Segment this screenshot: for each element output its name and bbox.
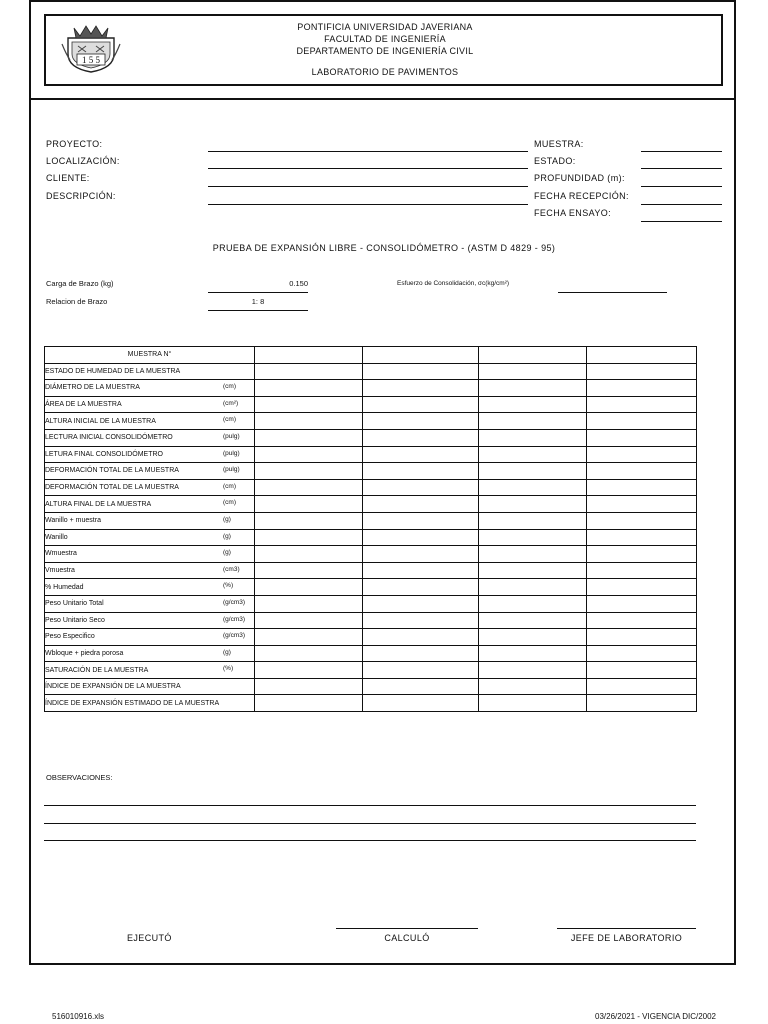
table-cell[interactable] (363, 629, 479, 646)
relacion-value: 1: 8 (251, 297, 265, 306)
field-label-profundidad: PROFUNDIDAD (m): (534, 173, 625, 183)
table-cell[interactable] (587, 695, 697, 712)
row-label-text: Wbloque + piedra porosa (45, 649, 124, 657)
row-label-text: LETURA FINAL CONSOLIDÓMETRO (45, 450, 163, 458)
table-cell[interactable] (587, 645, 697, 662)
table-cell[interactable] (255, 695, 363, 712)
table-cell[interactable] (363, 363, 479, 380)
table-cell[interactable] (255, 347, 363, 364)
table-row (45, 678, 697, 695)
table-cell[interactable] (363, 662, 479, 679)
table-cell[interactable] (363, 529, 479, 546)
table-row-label (45, 396, 255, 413)
field-line-descripcion[interactable] (208, 204, 528, 205)
table-cell[interactable] (255, 529, 363, 546)
table-cell[interactable] (587, 413, 697, 430)
table-cell[interactable] (587, 347, 697, 364)
row-label-text: ALTURA FINAL DE LA MUESTRA (45, 500, 152, 508)
table-cell[interactable] (479, 645, 587, 662)
table-row (45, 595, 697, 612)
table-row (45, 479, 697, 496)
table-cell[interactable] (587, 496, 697, 513)
row-unit: (g/cm3) (223, 598, 246, 606)
table-row-label (45, 579, 255, 596)
table-cell[interactable] (255, 645, 363, 662)
table-cell[interactable] (255, 396, 363, 413)
signature-line-calculo[interactable] (336, 928, 478, 929)
signature-calculo: CALCULÓ (384, 933, 430, 943)
table-cell[interactable] (587, 529, 697, 546)
table-header-muestra: MUESTRA N° (45, 347, 255, 364)
signature-ejecuto: EJECUTÓ (127, 933, 172, 943)
field-line-estado[interactable] (641, 168, 722, 169)
table-cell[interactable] (479, 629, 587, 646)
table-cell[interactable] (479, 612, 587, 629)
table-cell[interactable] (255, 595, 363, 612)
row-label-text: Peso Unitario Seco (45, 616, 105, 624)
table-row-label (45, 662, 255, 679)
table-cell[interactable] (587, 396, 697, 413)
table-cell[interactable] (363, 446, 479, 463)
row-unit: (cm) (223, 499, 236, 507)
table-cell[interactable] (363, 479, 479, 496)
table-row (45, 612, 697, 629)
table-cell[interactable] (479, 579, 587, 596)
table-row-label (45, 595, 255, 612)
table-cell[interactable] (363, 429, 479, 446)
university-name: PONTIFICIA UNIVERSIDAD JAVERIANA (297, 22, 473, 32)
relacion-line (208, 310, 308, 311)
field-line-fecha-ensayo[interactable] (641, 221, 722, 222)
table-cell[interactable] (363, 413, 479, 430)
field-line-proyecto[interactable] (208, 151, 528, 152)
row-label-text: Vmuestra (45, 567, 75, 575)
row-unit: (%) (223, 665, 234, 673)
row-label-text: ALTURA INICIAL DE LA MUESTRA (45, 417, 156, 425)
table-cell[interactable] (479, 678, 587, 695)
table-cell[interactable] (587, 479, 697, 496)
observaciones-line-3[interactable] (44, 840, 696, 841)
table-cell[interactable] (479, 446, 587, 463)
table-cell[interactable] (479, 546, 587, 563)
esfuerzo-label: Esfuerzo de Consolidación, σc(kg/cm²) (397, 280, 510, 287)
field-line-cliente[interactable] (208, 186, 528, 187)
row-label-text: Peso Unitario Total (45, 600, 104, 608)
row-unit: (g) (223, 515, 231, 523)
table-row-label (45, 529, 255, 546)
row-unit: (g/cm3) (223, 632, 246, 640)
signature-jefe: JEFE DE LABORATORIO (570, 933, 683, 943)
header-separator (29, 98, 736, 100)
table-row-label (45, 496, 255, 513)
department-name: DEPARTAMENTO DE INGENIERÍA CIVIL (296, 46, 474, 56)
row-unit: (cm) (223, 416, 236, 424)
table-cell[interactable] (255, 562, 363, 579)
table-cell[interactable] (255, 612, 363, 629)
row-label-text: DIÁMETRO DE LA MUESTRA (45, 384, 140, 392)
table-cell[interactable] (255, 678, 363, 695)
table-row-label (45, 413, 255, 430)
footer-filename: 516010916.xls (52, 1012, 105, 1021)
table-cell[interactable] (363, 579, 479, 596)
relacion-label: Relacion de Brazo (46, 297, 108, 306)
table-cell[interactable] (363, 562, 479, 579)
table-row (45, 363, 697, 380)
table-cell[interactable] (255, 662, 363, 679)
table-row-label (45, 380, 255, 397)
row-unit: (g) (223, 648, 231, 656)
table-row (45, 546, 697, 563)
table-cell[interactable] (363, 645, 479, 662)
table-cell[interactable] (255, 363, 363, 380)
table-row-label (45, 562, 255, 579)
table-row-label (45, 512, 255, 529)
university-seal-icon (60, 24, 122, 74)
table-cell[interactable] (479, 562, 587, 579)
table-row (45, 396, 697, 413)
table-cell[interactable] (479, 347, 587, 364)
seal-text: 1 5 5 (82, 55, 100, 65)
table-cell[interactable] (363, 380, 479, 397)
row-label-text: DEFORMACIÓN TOTAL DE LA MUESTRA (45, 467, 179, 475)
table-cell[interactable] (479, 380, 587, 397)
row-label-text: ESTADO DE HUMEDAD DE LA MUESTRA (45, 367, 181, 375)
row-unit: (%) (223, 582, 234, 590)
row-unit: (cm3) (223, 565, 240, 573)
row-unit: (pulg) (223, 449, 240, 457)
observaciones-line-1[interactable] (44, 805, 696, 806)
table-row (45, 695, 697, 712)
field-label-muestra: MUESTRA: (534, 139, 584, 149)
table-cell[interactable] (479, 363, 587, 380)
row-label-text: LECTURA INICIAL CONSOLIDÓMETRO (45, 434, 173, 442)
table-cell[interactable] (587, 380, 697, 397)
table-cell[interactable] (479, 413, 587, 430)
row-label-text: SATURACIÓN DE LA MUESTRA (45, 666, 149, 674)
table-cell[interactable] (587, 363, 697, 380)
sample-table (44, 346, 697, 712)
table-row (45, 629, 697, 646)
table-cell[interactable] (255, 463, 363, 480)
table-cell[interactable] (255, 512, 363, 529)
table-row (45, 579, 697, 596)
table-row (45, 413, 697, 430)
table-cell[interactable] (255, 429, 363, 446)
test-title: PRUEBA DE EXPANSIÓN LIBRE - CONSOLIDÓMETRO - (ASTM D 4829 - 95) (212, 243, 556, 253)
table-cell[interactable] (479, 595, 587, 612)
table-cell[interactable] (479, 496, 587, 513)
table-row (45, 645, 697, 662)
table-row (45, 662, 697, 679)
table-cell[interactable] (479, 662, 587, 679)
table-cell[interactable] (363, 463, 479, 480)
table-cell[interactable] (479, 429, 587, 446)
lab-name: LABORATORIO DE PAVIMENTOS (311, 67, 459, 77)
field-label-estado: ESTADO: (534, 156, 576, 166)
table-cell[interactable] (479, 529, 587, 546)
table-cell[interactable] (255, 446, 363, 463)
table-row (45, 529, 697, 546)
table-cell[interactable] (255, 496, 363, 513)
field-label-fecha-ensayo: FECHA ENSAYO: (534, 208, 612, 218)
table-row-label (45, 446, 255, 463)
table-row (45, 496, 697, 513)
table-row-label (45, 695, 255, 712)
table-cell[interactable] (587, 562, 697, 579)
table-cell[interactable] (255, 546, 363, 563)
carga-value: 0.150 (289, 279, 308, 288)
table-row-label (45, 612, 255, 629)
signature-line-jefe[interactable] (557, 928, 696, 929)
table-cell[interactable] (363, 595, 479, 612)
footer-date: 03/26/2021 - VIGENCIA DIC/2002 (595, 1012, 716, 1021)
row-label-text: ÍNDICE DE EXPANSIÓN ESTIMADO DE LA MUESTRA (45, 699, 220, 707)
observaciones-label: OBSERVACIONES: (46, 773, 113, 782)
field-line-fecha-recepcion[interactable] (641, 204, 722, 205)
table-cell[interactable] (363, 612, 479, 629)
row-label-text: Wanillo (45, 533, 68, 541)
table-row-label (45, 546, 255, 563)
row-unit: (cm) (223, 482, 236, 490)
table-row-label (45, 429, 255, 446)
row-label-text: DEFORMACIÓN TOTAL DE LA MUESTRA (45, 484, 179, 492)
table-cell[interactable] (587, 512, 697, 529)
table-cell[interactable] (479, 695, 587, 712)
table-cell[interactable] (255, 413, 363, 430)
table-cell[interactable] (363, 546, 479, 563)
field-label-fecha-recepcion: FECHA RECEPCIÓN: (534, 191, 629, 201)
table-row-label (45, 645, 255, 662)
table-row (45, 380, 697, 397)
esfuerzo-line[interactable] (558, 292, 667, 293)
table-row-label (45, 463, 255, 480)
table-cell[interactable] (363, 496, 479, 513)
row-label-text: ÍNDICE DE EXPANSIÓN DE LA MUESTRA (45, 683, 181, 691)
row-unit: (g/cm3) (223, 615, 246, 623)
field-line-profundidad[interactable] (641, 186, 722, 187)
row-label-text: ÁREA DE LA MUESTRA (45, 401, 122, 409)
table-cell[interactable] (363, 678, 479, 695)
table-row-label (45, 479, 255, 496)
table-header-row (45, 347, 697, 364)
table-cell[interactable] (255, 579, 363, 596)
table-row (45, 562, 697, 579)
table-cell[interactable] (255, 380, 363, 397)
field-label-descripcion: DESCRIPCIÓN: (46, 191, 116, 201)
table-cell[interactable] (587, 612, 697, 629)
row-label-text: Wanillo + muestra (45, 517, 101, 525)
table-cell[interactable] (363, 396, 479, 413)
table-cell[interactable] (363, 695, 479, 712)
row-unit: (cm) (223, 383, 236, 391)
row-unit: (cm²) (223, 399, 239, 407)
table-cell[interactable] (587, 546, 697, 563)
table-row (45, 446, 697, 463)
faculty-name: FACULTAD DE INGENIERÍA (324, 34, 446, 44)
row-label-text: Wmuestra (45, 550, 77, 558)
table-cell[interactable] (587, 678, 697, 695)
row-label-text: Peso Especifico (45, 633, 95, 641)
field-label-proyecto: PROYECTO: (46, 139, 103, 149)
table-cell[interactable] (479, 463, 587, 480)
row-unit: (g) (223, 532, 231, 540)
table-cell[interactable] (587, 446, 697, 463)
table-cell[interactable] (587, 662, 697, 679)
field-label-localizacion: LOCALIZACIÓN: (46, 156, 120, 166)
row-unit: (pulg) (223, 466, 240, 474)
table-cell[interactable] (363, 512, 479, 529)
carga-line (208, 292, 308, 293)
table-cell[interactable] (587, 595, 697, 612)
table-cell[interactable] (587, 429, 697, 446)
table-row (45, 429, 697, 446)
table-cell[interactable] (363, 347, 479, 364)
field-line-localizacion[interactable] (208, 168, 528, 169)
table-row-label (45, 629, 255, 646)
table-cell[interactable] (255, 479, 363, 496)
carga-label: Carga de Brazo (kg) (46, 279, 114, 288)
table-cell[interactable] (479, 396, 587, 413)
table-cell[interactable] (587, 579, 697, 596)
table-row (45, 463, 697, 480)
field-line-muestra[interactable] (641, 151, 722, 152)
table-row-label (45, 678, 255, 695)
row-unit: (g) (223, 549, 231, 557)
table-row-label (45, 363, 255, 380)
table-cell[interactable] (479, 512, 587, 529)
table-cell[interactable] (255, 629, 363, 646)
table-row (45, 512, 697, 529)
table-cell[interactable] (587, 463, 697, 480)
field-label-cliente: CLIENTE: (46, 173, 90, 183)
table-cell[interactable] (479, 479, 587, 496)
table-cell[interactable] (587, 629, 697, 646)
row-unit: (pulg) (223, 432, 240, 440)
observaciones-line-2[interactable] (44, 823, 696, 824)
row-label-text: % Humedad (45, 583, 84, 591)
